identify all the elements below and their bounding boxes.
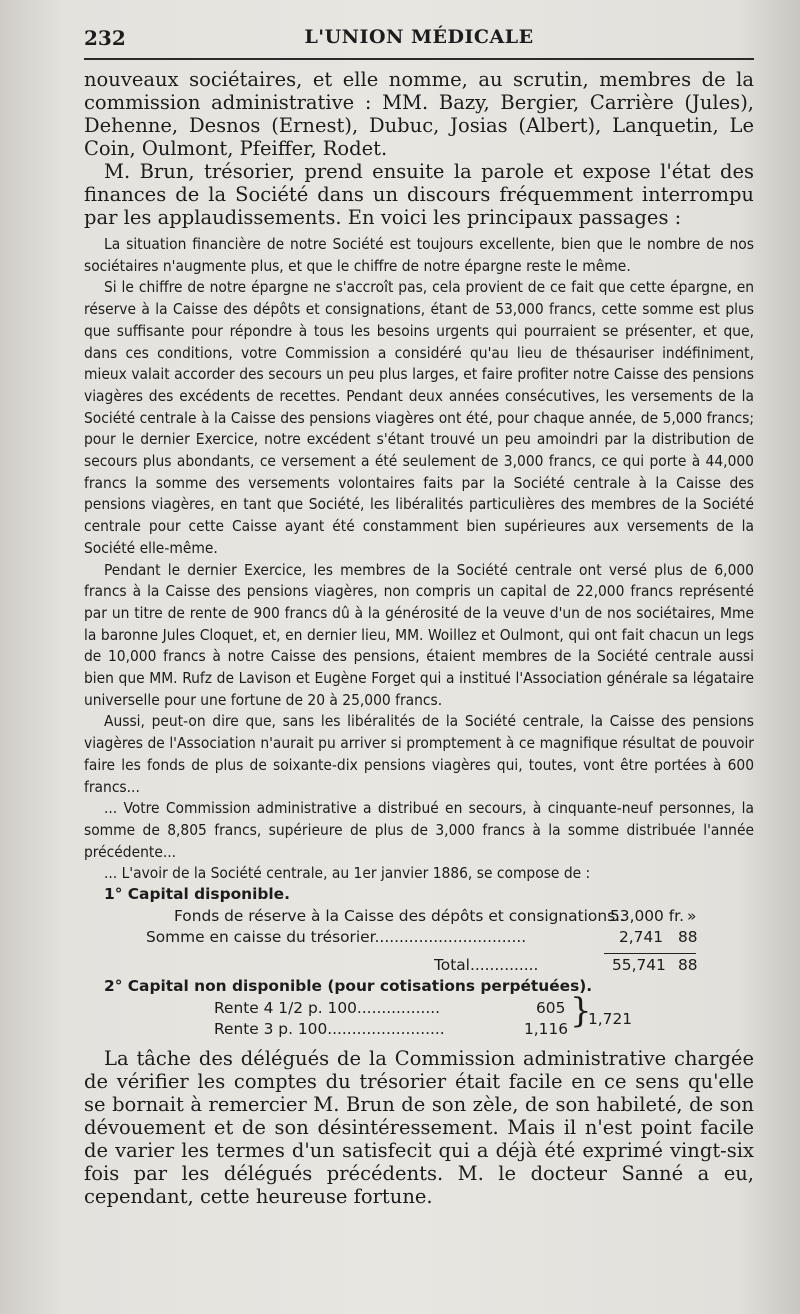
page-body [84,68,754,1208]
rente-label: Rente 4 1/2 p. 100................. [214,998,441,1017]
accounts-ledger [84,885,754,1042]
header-rule [84,58,754,60]
capital-heading: 1° Capital disponible. [104,885,290,904]
page-header [84,22,754,58]
running-title: L'UNION MÉDICALE [304,26,534,48]
intro-paragraph: M. Brun, trésorier, prend ensuite la parole et expose l'état des finances de la Société dans un discours fréquemment interrompu par les applaudissements. En voici les principaux passages : [84,160,754,229]
rentes-total: 1,721 [588,1010,633,1029]
total-cents: 88 [678,955,698,974]
closing-paragraph: La tâche des délégués de la Commission administrative chargée de vérifier les comptes du trésorier était facile en ce sens qu'elle se bornait à remercier M. Brun de son zèle, de son habileté, de son dévouement et de son désintéressement. Mais il n'est point facile de varier les termes d'un satisfecit qui a déjà été exprimé vingt-six fois par les délégués précédents. M. le docteur Sanné a eu, cependant, cette heureuse fortune. [84,1046,754,1208]
ledger-row-label: Somme en caisse du trésorier............................... [146,928,527,947]
total-francs: 55,741 [612,955,666,974]
quoted-paragraph: ... Votre Commission administrative a distribué en secours, à cinquante-neuf personnes, la somme de 8,805 francs, supérieure de plus de 3,000 francs à la somme distribuée l'année précédente... [84,799,754,861]
ledger-row-cents: » [687,906,697,925]
ledger-row-francs: 53,000 fr. [610,906,684,925]
rente-value: 1,116 [524,1020,569,1039]
total-label: Total.............. [434,955,539,974]
intro-paragraph: nouveaux sociétaires, et elle nomme, au scrutin, membres de la commission administrative : MM. Bazy, Bergier, Carrière (Jules), Dehenne, Desnos (Ernest), Dubuc, Josias (Albert), Lanquetin, Le Coin, Oulmont, Pfeiffer, Rodet. [84,68,754,160]
brace-icon: } [570,991,592,1032]
quoted-paragraph: Aussi, peut-on dire que, sans les libéralités de la Société centrale, la Caisse des pensions viagères de l'Association n'aurait pu arriver si promptement à ce magnifique résultat de pouvoir faire les fonds de plus de soixante-dix pensions viagères qui, toutes, vont être portées à 600 francs... [84,712,754,796]
ledger-row-label: Fonds de réserve à la Caisse des dépôts et consignations.. [174,906,625,925]
rente-value: 605 [536,998,566,1017]
capital2-heading: 2° Capital non disponible (pour cotisations perpétuées). [104,977,593,996]
page-number: 232 [84,26,126,50]
quoted-paragraph: Pendant le dernier Exercice, les membres de la Société centrale ont versé plus de 6,000 francs à la Caisse des pensions viagères, non compris un capital de 22,000 francs représenté par un titre de rente de 900 francs dû à la générosité de la veuve d'un de nos sociétaires, Mme la baronne Jules Cloquet, et, en dernier lieu, MM. Woillez et Oulmont, qui ont fait chacun un legs de 10,000 francs à notre Caisse des pensions, étaient membres de la Société centrale aussi bien que MM. Rufz de Lavison et Eugène Forget qui a institué l'Association générale sa légataire universelle pour une fortune de 20 à 25,000 francs. [84,560,754,709]
total-rule [604,953,696,954]
quoted-paragraph: Si le chiffre de notre épargne ne s'accroît pas, cela provient de ce fait que cette épargne, en réserve à la Caisse des dépôts et consignations, étant de 53,000 francs, cette somme est plus que suffisante pour répondre à tous les besoins urgents qui pourraient se présenter, et que, dans ces conditions, votre Commission a considéré qu'au lieu de thésauriser indéfiniment, mieux valait accorder des secours un peu plus larges, et faire profiter notre Caisse des pensions viagères des excédents de recettes. Pendant deux années consécutives, les versements de la Société centrale à la Caisse des pensions viagères ont été, pour chaque année, de 5,000 francs; pour le dernier Exercice, notre excédent s'étant trouvé un peu amoindri par la distribution de secours plus abondants, ce versement a été seulement de 3,000 francs, ce qui porte à 44,000 francs la somme des versements volontaires faits par la Société centrale à la Caisse des pensions viagères, en tant que Société, les libéralités particulières des membres de la Société centrale pour cette Caisse ayant été constamment bien supérieures aux versements de la Société elle-même. [84,278,754,557]
ledger-row-cents: 88 [678,928,698,947]
ledger-row-francs: 2,741 [619,928,664,947]
rente-label: Rente 3 p. 100........................ [214,1020,445,1039]
quoted-paragraph: ... L'avoir de la Société centrale, au 1er janvier 1886, se compose de : [104,864,591,883]
quoted-paragraph: La situation financière de notre Société est toujours excellente, bien que le nombre de nos sociétaires n'augmente plus, et que le chiffre de notre épargne reste le même. [84,235,754,275]
